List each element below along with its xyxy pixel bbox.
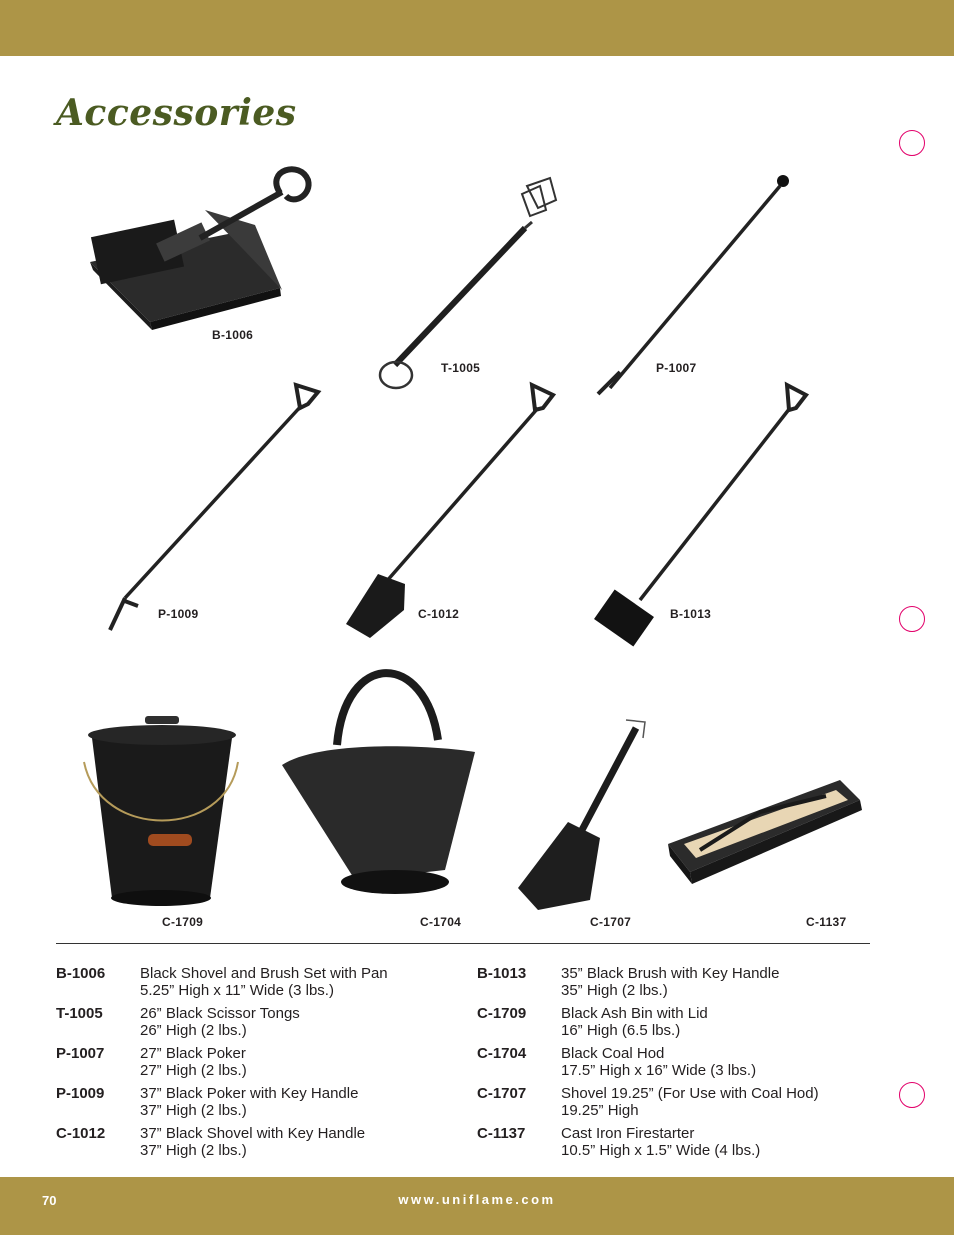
product-label: C-1709 [162,915,204,929]
product-label: B-1013 [670,607,712,621]
product-label: C-1012 [418,607,460,621]
spec-dimensions: 19.25” High [561,1102,639,1119]
hod-shovel-image [518,720,645,910]
shovel-brush-set-image [90,169,309,330]
spec-dimensions: 26” High (2 lbs.) [140,1022,247,1039]
spec-code: C-1707 [477,1085,527,1102]
page-title: Accessories [56,92,297,134]
website-url: www.uniflame.com [398,1192,556,1207]
spec-description: 37” Black Poker with Key Handle [140,1085,359,1102]
spec-dimensions: 5.25” High x 11” Wide (3 lbs.) [140,982,334,999]
spec-row [56,965,456,1005]
spec-dimensions: 37” High (2 lbs.) [140,1102,247,1119]
spec-code: C-1012 [56,1125,106,1142]
spec-description: 37” Black Shovel with Key Handle [140,1125,366,1142]
spec-code: B-1013 [477,965,527,982]
spec-row [56,1005,456,1045]
spec-code: C-1704 [477,1045,527,1062]
product-label: C-1704 [420,915,462,929]
scissor-tongs-image [380,178,556,388]
spec-code: T-1005 [56,1005,103,1022]
spec-code: P-1009 [56,1085,105,1102]
spec-description: Shovel 19.25” (For Use with Coal Hod) [561,1085,819,1102]
spec-row [477,1125,877,1165]
spec-description: Cast Iron Firestarter [561,1125,695,1142]
spec-dimensions: 35” High (2 lbs.) [561,982,668,999]
product-label: B-1006 [212,328,254,342]
spec-row [477,1005,877,1045]
spec-description: 27” Black Poker [140,1045,246,1062]
product-label: P-1007 [656,361,697,375]
product-label: C-1137 [806,915,847,929]
spec-list-right [477,965,877,1165]
spec-row [56,1125,456,1165]
poker-key-handle-image [110,385,318,630]
spec-description: Black Coal Hod [561,1045,665,1062]
spec-description: 26” Black Scissor Tongs [140,1005,300,1022]
coal-hod-image [282,673,475,894]
product-label: P-1009 [158,607,199,621]
spec-code: C-1137 [477,1125,526,1142]
spec-dimensions: 27” High (2 lbs.) [140,1062,247,1079]
shovel-key-handle-image [346,385,553,638]
firestarter-image [668,780,862,884]
ash-bin-image [84,716,238,906]
spec-row [477,1085,877,1125]
spec-code: P-1007 [56,1045,105,1062]
spec-row [477,965,877,1005]
spec-list-left [56,965,456,1165]
spec-dimensions: 37” High (2 lbs.) [140,1142,247,1159]
spec-dimensions: 16” High (6.5 lbs.) [561,1022,681,1039]
spec-description: 35” Black Brush with Key Handle [561,965,780,982]
page-number: 70 [42,1193,57,1208]
spec-row [56,1045,456,1085]
spec-description: Black Shovel and Brush Set with Pan [140,965,388,982]
product-label: T-1005 [441,361,481,375]
spec-row [56,1085,456,1125]
spec-description: Black Ash Bin with Lid [561,1005,708,1022]
spec-code: B-1006 [56,965,106,982]
spec-code: C-1709 [477,1005,527,1022]
spec-row [477,1045,877,1085]
spec-dimensions: 17.5” High x 16” Wide (3 lbs.) [561,1062,757,1079]
product-label: C-1707 [590,915,632,929]
spec-dimensions: 10.5” High x 1.5” Wide (4 lbs.) [561,1142,761,1159]
section-divider [56,943,870,944]
